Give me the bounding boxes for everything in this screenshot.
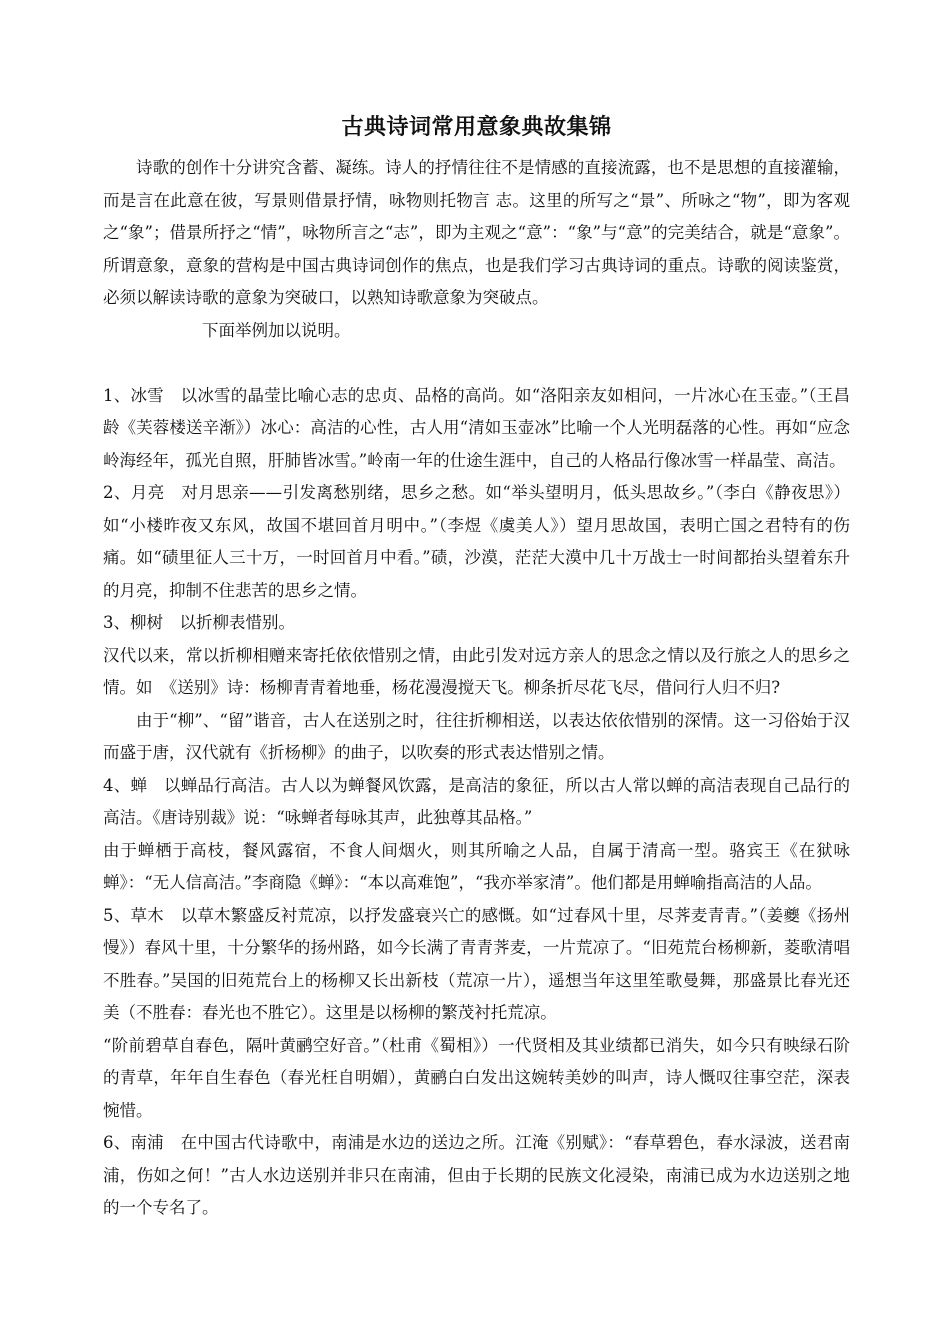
paragraph-nanpu: 6、南浦 在中国古代诗歌中，南浦是水边的送边之所。江淹《别赋》：“春草碧色，春水渌波，送君南浦，伤如之何！”古人水边送别并非只在南浦，但由于长期的民族文化浸染，南浦已成为水边送别之地的一个专名了。 — [103, 1133, 850, 1217]
document-page — [103, 108, 850, 1225]
paragraph-cicada-detail: 由于蝉栖于高枝，餐风露宿，不食人间烟火，则其所喻之人品，自属于清高一型。骆宾王《在狱咏蝉》：“无人信高洁。”李商隐《蝉》：“本以高难饱”，“我亦举家清”。他们都是用蝉喻指高洁的人品。 — [103, 840, 850, 892]
paragraph-moon: 2、月亮 对月思亲——引发离愁别绪，思乡之愁。如“举头望明月，低头思故乡。”（李白《静夜思》）如“小楼昨夜又东风，故国不堪回首月明中。”（李煜《虞美人》）望月思故国，表明亡国之君特有的伤痛。如“碛里征人三十万，一时回首月中看。”碛，沙漠，茫茫大漠中几十万战士一时间都抬头望着东升的月亮，抑制不住悲苦的思乡之情。 — [103, 483, 850, 600]
document-body — [103, 152, 850, 1225]
paragraph-willow-heading: 3、柳树 以折柳表惜别。 — [103, 613, 295, 632]
blank-line — [103, 347, 850, 380]
intro-paragraph: 诗歌的创作十分讲究含蓄、凝练。诗人的抒情往往不是情感的直接流露，也不是思想的直接灌输，而是言在此意在彼，写景则借景抒情，咏物则托物言 志。这里的所写之“景”、所咏之“物”，即为客观之“象”；借景所抒之“情”，咏物所言之“志”，即为主观之“意”：“象”与“意”的完美结合，就是“意象”。所谓意象，意象的营构是中国古典诗词创作的焦点，也是我们学习古典诗词的重点。诗歌的阅读鉴赏，必须以解读诗歌的意象为突破口，以熟知诗歌意象为突破点。 — [103, 158, 850, 307]
paragraph-ice-snow: 1、冰雪 以冰雪的晶莹比喻心志的忠贞、品格的高尚。如“洛阳亲友如相问，一片冰心在玉壶。”（王昌龄《芙蓉楼送辛渐》）冰心：高洁的心性，古人用“清如玉壶冰”比喻一个人光明磊落的心性。再如“应念岭海经年，孤光自照，肝肺皆冰雪。”岭南一年的仕途生涯中，自己的人格品行像冰雪一样晶莹、高洁。 — [103, 385, 850, 470]
paragraph-willow-detail: 汉代以来，常以折柳相赠来寄托依依惜别之情，由此引发对远方亲人的思念之情以及行旅之人的思乡之情。如 《送别》诗：杨柳青青着地垂，杨花漫漫搅天飞。柳条折尽花飞尽，借问行人归不归? — [103, 645, 850, 697]
paragraph-cicada: 4、蝉 以蝉品行高洁。古人以为蝉餐风饮露，是高洁的象征，所以古人常以蝉的高洁表现自己品行的高洁。《唐诗别裁》说：“咏蝉者每咏其声，此独尊其品格。” — [103, 775, 850, 827]
paragraph-willow-custom: 由于“柳”、“留”谐音，古人在送别之时，往往折柳相送，以表达依依惜别的深情。这一习俗始于汉而盛于唐，汉代就有《折杨柳》的曲子，以吹奏的形式表达惜别之情。 — [103, 710, 850, 762]
paragraph-grass-trees: 5、草木 以草木繁盛反衬荒凉，以抒发盛衰兴亡的感慨。如“过春风十里，尽荠麦青青。”（姜夔《扬州慢》）春风十里，十分繁华的扬州路，如今长满了青青荠麦，一片荒凉了。“旧苑荒台杨柳新，菱歌清唱不胜春。”吴国的旧苑荒台上的杨柳又长出新枝（荒凉一片），遥想当年这里笙歌曼舞，那盛景比春光还美（不胜春：春光也不胜它）。这里是以杨柳的繁茂衬托荒凉。 — [103, 905, 850, 1022]
paragraph-grass-trees-example: “阶前碧草自春色，隔叶黄鹂空好音。”（杜甫《蜀相》）一代贤相及其业绩都已消失，如今只有映绿石阶的青草，年年自生春色（春光枉自明媚），黄鹂白白发出这婉转美妙的叫声，诗人慨叹往事空茫，深表惋惜。 — [103, 1035, 850, 1120]
example-intro: 下面举例加以说明。 — [202, 320, 351, 340]
document-title: 古典诗词常用意象典故集锦 — [341, 115, 612, 140]
